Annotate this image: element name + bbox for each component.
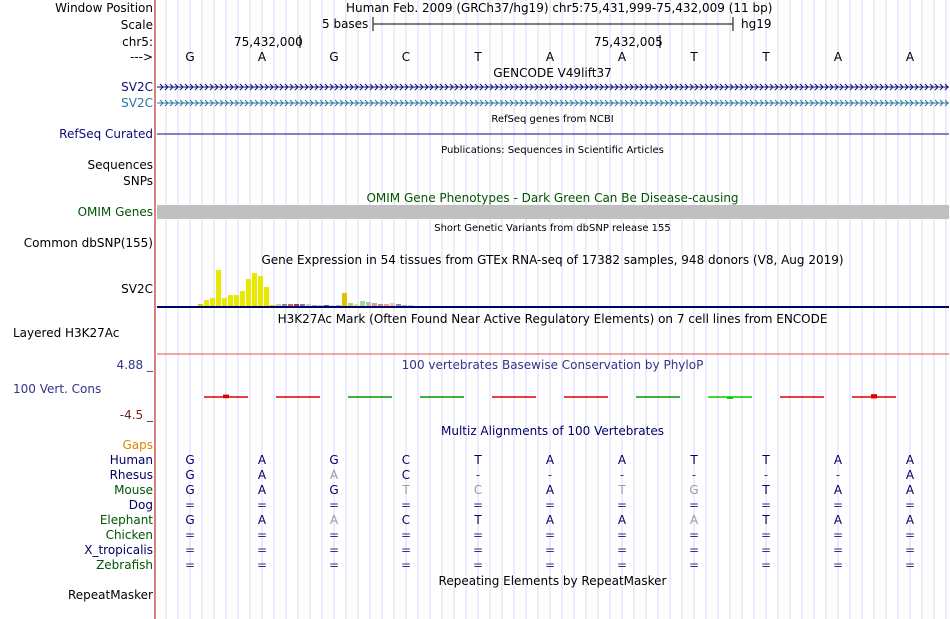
gtex-tissue-bar[interactable]: [396, 304, 401, 306]
alignment-base: A: [545, 483, 555, 497]
alignment-base: A: [257, 468, 267, 482]
gtex-tissue-bar[interactable]: [270, 305, 275, 306]
species-label[interactable]: Human: [109, 453, 153, 467]
gaps-label[interactable]: Gaps: [122, 438, 153, 452]
alignment-base: =: [328, 543, 340, 557]
strand-label: --->: [129, 50, 153, 64]
scale-assembly: hg19: [741, 17, 772, 31]
species-label[interactable]: Mouse: [114, 483, 153, 497]
alignment-base: =: [184, 528, 196, 542]
alignment-base: T: [402, 483, 410, 497]
alignment-base: =: [328, 528, 340, 542]
ref-base: T: [474, 50, 482, 64]
scale-label: Scale: [120, 18, 153, 32]
alignment-base: =: [688, 528, 700, 542]
gtex-tissue-bar[interactable]: [222, 298, 227, 306]
alignment-base: G: [329, 483, 339, 497]
alignment-base: =: [904, 528, 916, 542]
alignment-base: =: [400, 558, 412, 572]
gtex-tissue-bar[interactable]: [378, 304, 383, 306]
alignment-base: =: [472, 528, 484, 542]
gtex-tissue-bar[interactable]: [324, 305, 329, 306]
gtex-tissue-bar[interactable]: [306, 304, 311, 306]
alignment-base: =: [400, 528, 412, 542]
alignment-base: =: [184, 498, 196, 512]
alignment-base: =: [904, 498, 916, 512]
phylop-max-label: 4.88 _: [116, 358, 153, 372]
alignment-base: A: [905, 453, 915, 467]
chrom-label: chr5:: [122, 35, 153, 49]
alignment-base: =: [904, 558, 916, 572]
phylop-label[interactable]: 100 Vert. Cons: [13, 382, 102, 396]
alignment-base: =: [544, 558, 556, 572]
alignment-base: A: [905, 513, 915, 527]
alignment-base: A: [545, 513, 555, 527]
ref-base: A: [905, 50, 915, 64]
alignment-base: =: [688, 498, 700, 512]
gtex-tissue-bar[interactable]: [312, 305, 317, 306]
dbsnp-label[interactable]: Common dbSNP(155): [23, 236, 153, 250]
alignment-base: T: [474, 513, 482, 527]
omim-gene-bar[interactable]: [157, 205, 949, 219]
gtex-label[interactable]: SV2C: [121, 282, 153, 296]
alignment-base: A: [329, 513, 339, 527]
gtex-tissue-bar[interactable]: [258, 276, 263, 306]
ref-base: T: [762, 50, 770, 64]
alignment-base: =: [832, 558, 844, 572]
phylop-track-title[interactable]: 100 vertebrates Basewise Conservation by PhyloP: [401, 358, 704, 372]
alignment-base: =: [328, 558, 340, 572]
gtex-tissue-bar[interactable]: [366, 302, 371, 306]
window-position-label: Window Position: [55, 1, 153, 15]
gtex-tissue-bar[interactable]: [282, 304, 287, 306]
ref-base: G: [185, 50, 195, 64]
omim-track-title[interactable]: OMIM Gene Phenotypes - Dark Green Can Be Disease-causing: [366, 191, 739, 205]
gtex-tissue-bar[interactable]: [318, 305, 323, 306]
alignment-base: A: [617, 513, 627, 527]
gtex-tissue-bar[interactable]: [264, 287, 269, 306]
coord-label-2: 75,432,005: [594, 35, 663, 49]
alignment-base: =: [400, 498, 412, 512]
alignment-base: A: [905, 468, 915, 482]
alignment-base: -: [835, 468, 841, 482]
alignment-base: =: [616, 528, 628, 542]
alignment-base: =: [832, 528, 844, 542]
alignment-base: =: [832, 498, 844, 512]
sequences-label[interactable]: Sequences: [87, 158, 153, 172]
publications-track-title[interactable]: Publications: Sequences in Scientific Articles: [441, 145, 664, 156]
alignment-base: A: [905, 483, 915, 497]
refseq-track-title[interactable]: RefSeq genes from NCBI: [491, 114, 614, 125]
scale-bar: [373, 17, 733, 31]
alignment-base: A: [833, 483, 843, 497]
alignment-base: G: [185, 483, 195, 497]
alignment-base: C: [401, 468, 411, 482]
ref-base: A: [545, 50, 555, 64]
gtex-tissue-bar[interactable]: [354, 304, 359, 306]
alignment-base: =: [760, 543, 772, 557]
gencode-transcript-2[interactable]: [157, 100, 949, 106]
phylop-peak: [871, 394, 877, 398]
gencode-item-label-1[interactable]: SV2C: [121, 80, 153, 94]
species-label[interactable]: Rhesus: [109, 468, 153, 482]
gencode-transcript-1[interactable]: [157, 84, 949, 90]
alignment-base: =: [544, 543, 556, 557]
alignment-base: A: [545, 453, 555, 467]
gtex-tissue-bar[interactable]: [210, 298, 215, 306]
alignment-base: A: [833, 453, 843, 467]
gtex-tissue-bar[interactable]: [240, 291, 245, 306]
h3k27ac-label[interactable]: Layered H3K27Ac: [13, 326, 120, 340]
phylop-min-label: -4.5 _: [119, 408, 153, 422]
alignment-base: T: [762, 513, 770, 527]
alignment-base: =: [256, 543, 268, 557]
gtex-tissue-bar[interactable]: [246, 279, 251, 306]
gtex-tissue-bar[interactable]: [294, 304, 299, 306]
alignment-base: -: [619, 468, 625, 482]
ref-base: A: [257, 50, 267, 64]
alignment-base: A: [329, 468, 339, 482]
gencode-item-label-2[interactable]: SV2C: [121, 96, 153, 110]
snps-label[interactable]: SNPs: [123, 174, 153, 188]
species-label[interactable]: Elephant: [99, 513, 153, 527]
omim-label[interactable]: OMIM Genes: [77, 205, 153, 219]
alignment-base: G: [185, 513, 195, 527]
ref-base: A: [833, 50, 843, 64]
multiz-track-title[interactable]: Multiz Alignments of 100 Vertebrates: [440, 424, 665, 438]
h3k27ac-track-title[interactable]: H3K27Ac Mark (Often Found Near Active Regulatory Elements) on 7 cell lines from ENCODE: [277, 312, 828, 326]
gtex-tissue-bar[interactable]: [216, 270, 221, 306]
gtex-tissue-bar[interactable]: [252, 273, 257, 306]
alignment-base: C: [473, 483, 483, 497]
gtex-tissue-bar[interactable]: [228, 295, 233, 306]
alignment-base: T: [762, 483, 770, 497]
gtex-expression-bars[interactable]: [198, 270, 413, 306]
ref-base: C: [401, 50, 411, 64]
alignment-base: =: [472, 498, 484, 512]
alignment-base: =: [184, 558, 196, 572]
gencode-track-title[interactable]: GENCODE V49lift37: [493, 66, 612, 80]
alignment-base: T: [762, 453, 770, 467]
gtex-tissue-bar[interactable]: [330, 305, 335, 306]
alignment-base: =: [688, 543, 700, 557]
base-guide-lines: [166, 0, 946, 619]
alignment-base: =: [544, 528, 556, 542]
gtex-tissue-bar[interactable]: [390, 303, 395, 306]
gtex-tissue-bar[interactable]: [348, 303, 353, 306]
alignment-base: =: [688, 558, 700, 572]
species-label[interactable]: X_tropicalis: [84, 543, 153, 557]
alignment-base: T: [474, 453, 482, 467]
species-label[interactable]: Dog: [128, 498, 153, 512]
alignment-base: =: [760, 528, 772, 542]
gtex-tissue-bar[interactable]: [198, 304, 203, 306]
alignment-base: =: [832, 543, 844, 557]
gtex-tissue-bar[interactable]: [408, 305, 413, 306]
alignment-base: A: [689, 513, 699, 527]
alignment-base: A: [257, 453, 267, 467]
gtex-tissue-bar[interactable]: [204, 300, 209, 306]
gtex-tissue-bar[interactable]: [384, 304, 389, 306]
species-label[interactable]: Zebrafish: [96, 558, 153, 572]
alignment-base: =: [544, 498, 556, 512]
dbsnp-track-title[interactable]: Short Genetic Variants from dbSNP release 155: [434, 223, 671, 234]
gtex-tissue-bar[interactable]: [360, 301, 365, 306]
alignment-base: =: [256, 528, 268, 542]
alignment-base: C: [401, 513, 411, 527]
gtex-tissue-bar[interactable]: [342, 293, 347, 306]
alignment-base: =: [904, 543, 916, 557]
alignment-base: =: [328, 498, 340, 512]
alignment-base: A: [257, 483, 267, 497]
alignment-base: -: [691, 468, 697, 482]
alignment-base: -: [475, 468, 481, 482]
alignment-base: -: [763, 468, 769, 482]
scale-text: 5 bases: [322, 17, 369, 31]
alignment-base: =: [616, 558, 628, 572]
alignment-base: G: [329, 453, 339, 467]
gtex-tissue-bar[interactable]: [300, 304, 305, 306]
alignment-base: =: [472, 543, 484, 557]
alignment-base: =: [760, 558, 772, 572]
phylop-peak: [223, 395, 229, 399]
species-label[interactable]: Chicken: [105, 528, 153, 542]
coord-label-1: 75,432,000: [234, 35, 303, 49]
ref-base: G: [329, 50, 339, 64]
ref-base: A: [617, 50, 627, 64]
gtex-tissue-bar[interactable]: [402, 305, 407, 306]
alignment-base: A: [617, 453, 627, 467]
gtex-tissue-bar[interactable]: [288, 304, 293, 306]
alignment-base: =: [400, 543, 412, 557]
gtex-tissue-bar[interactable]: [372, 303, 377, 306]
alignment-base: =: [256, 558, 268, 572]
repeatmasker-label[interactable]: RepeatMasker: [67, 588, 153, 602]
gtex-tissue-bar[interactable]: [234, 295, 239, 306]
alignment-base: T: [618, 483, 626, 497]
phylop-peak: [727, 397, 733, 399]
gtex-tissue-bar[interactable]: [276, 304, 281, 306]
gtex-tissue-bar[interactable]: [336, 305, 341, 306]
alignment-base: =: [184, 543, 196, 557]
gtex-track-title[interactable]: Gene Expression in 54 tissues from GTEx RNA-seq of 17382 samples, 948 donors (V8, Aug 2019): [261, 253, 844, 267]
alignment-base: G: [185, 468, 195, 482]
alignment-base: -: [547, 468, 553, 482]
alignment-base: =: [760, 498, 772, 512]
alignment-base: =: [616, 498, 628, 512]
alignment-base: A: [257, 513, 267, 527]
alignment-base: G: [689, 483, 699, 497]
alignment-base: =: [616, 543, 628, 557]
alignment-base: G: [185, 453, 195, 467]
alignment-base: A: [833, 513, 843, 527]
assembly-position: Human Feb. 2009 (GRCh37/hg19) chr5:75,431,999-75,432,009 (11 bp): [346, 1, 773, 15]
alignment-base: T: [690, 453, 698, 467]
alignment-base: =: [472, 558, 484, 572]
repeatmasker-track-title[interactable]: Repeating Elements by RepeatMasker: [438, 574, 667, 588]
refseq-label[interactable]: RefSeq Curated: [59, 127, 153, 141]
alignment-base: =: [256, 498, 268, 512]
ref-base: T: [690, 50, 698, 64]
alignment-base: C: [401, 453, 411, 467]
